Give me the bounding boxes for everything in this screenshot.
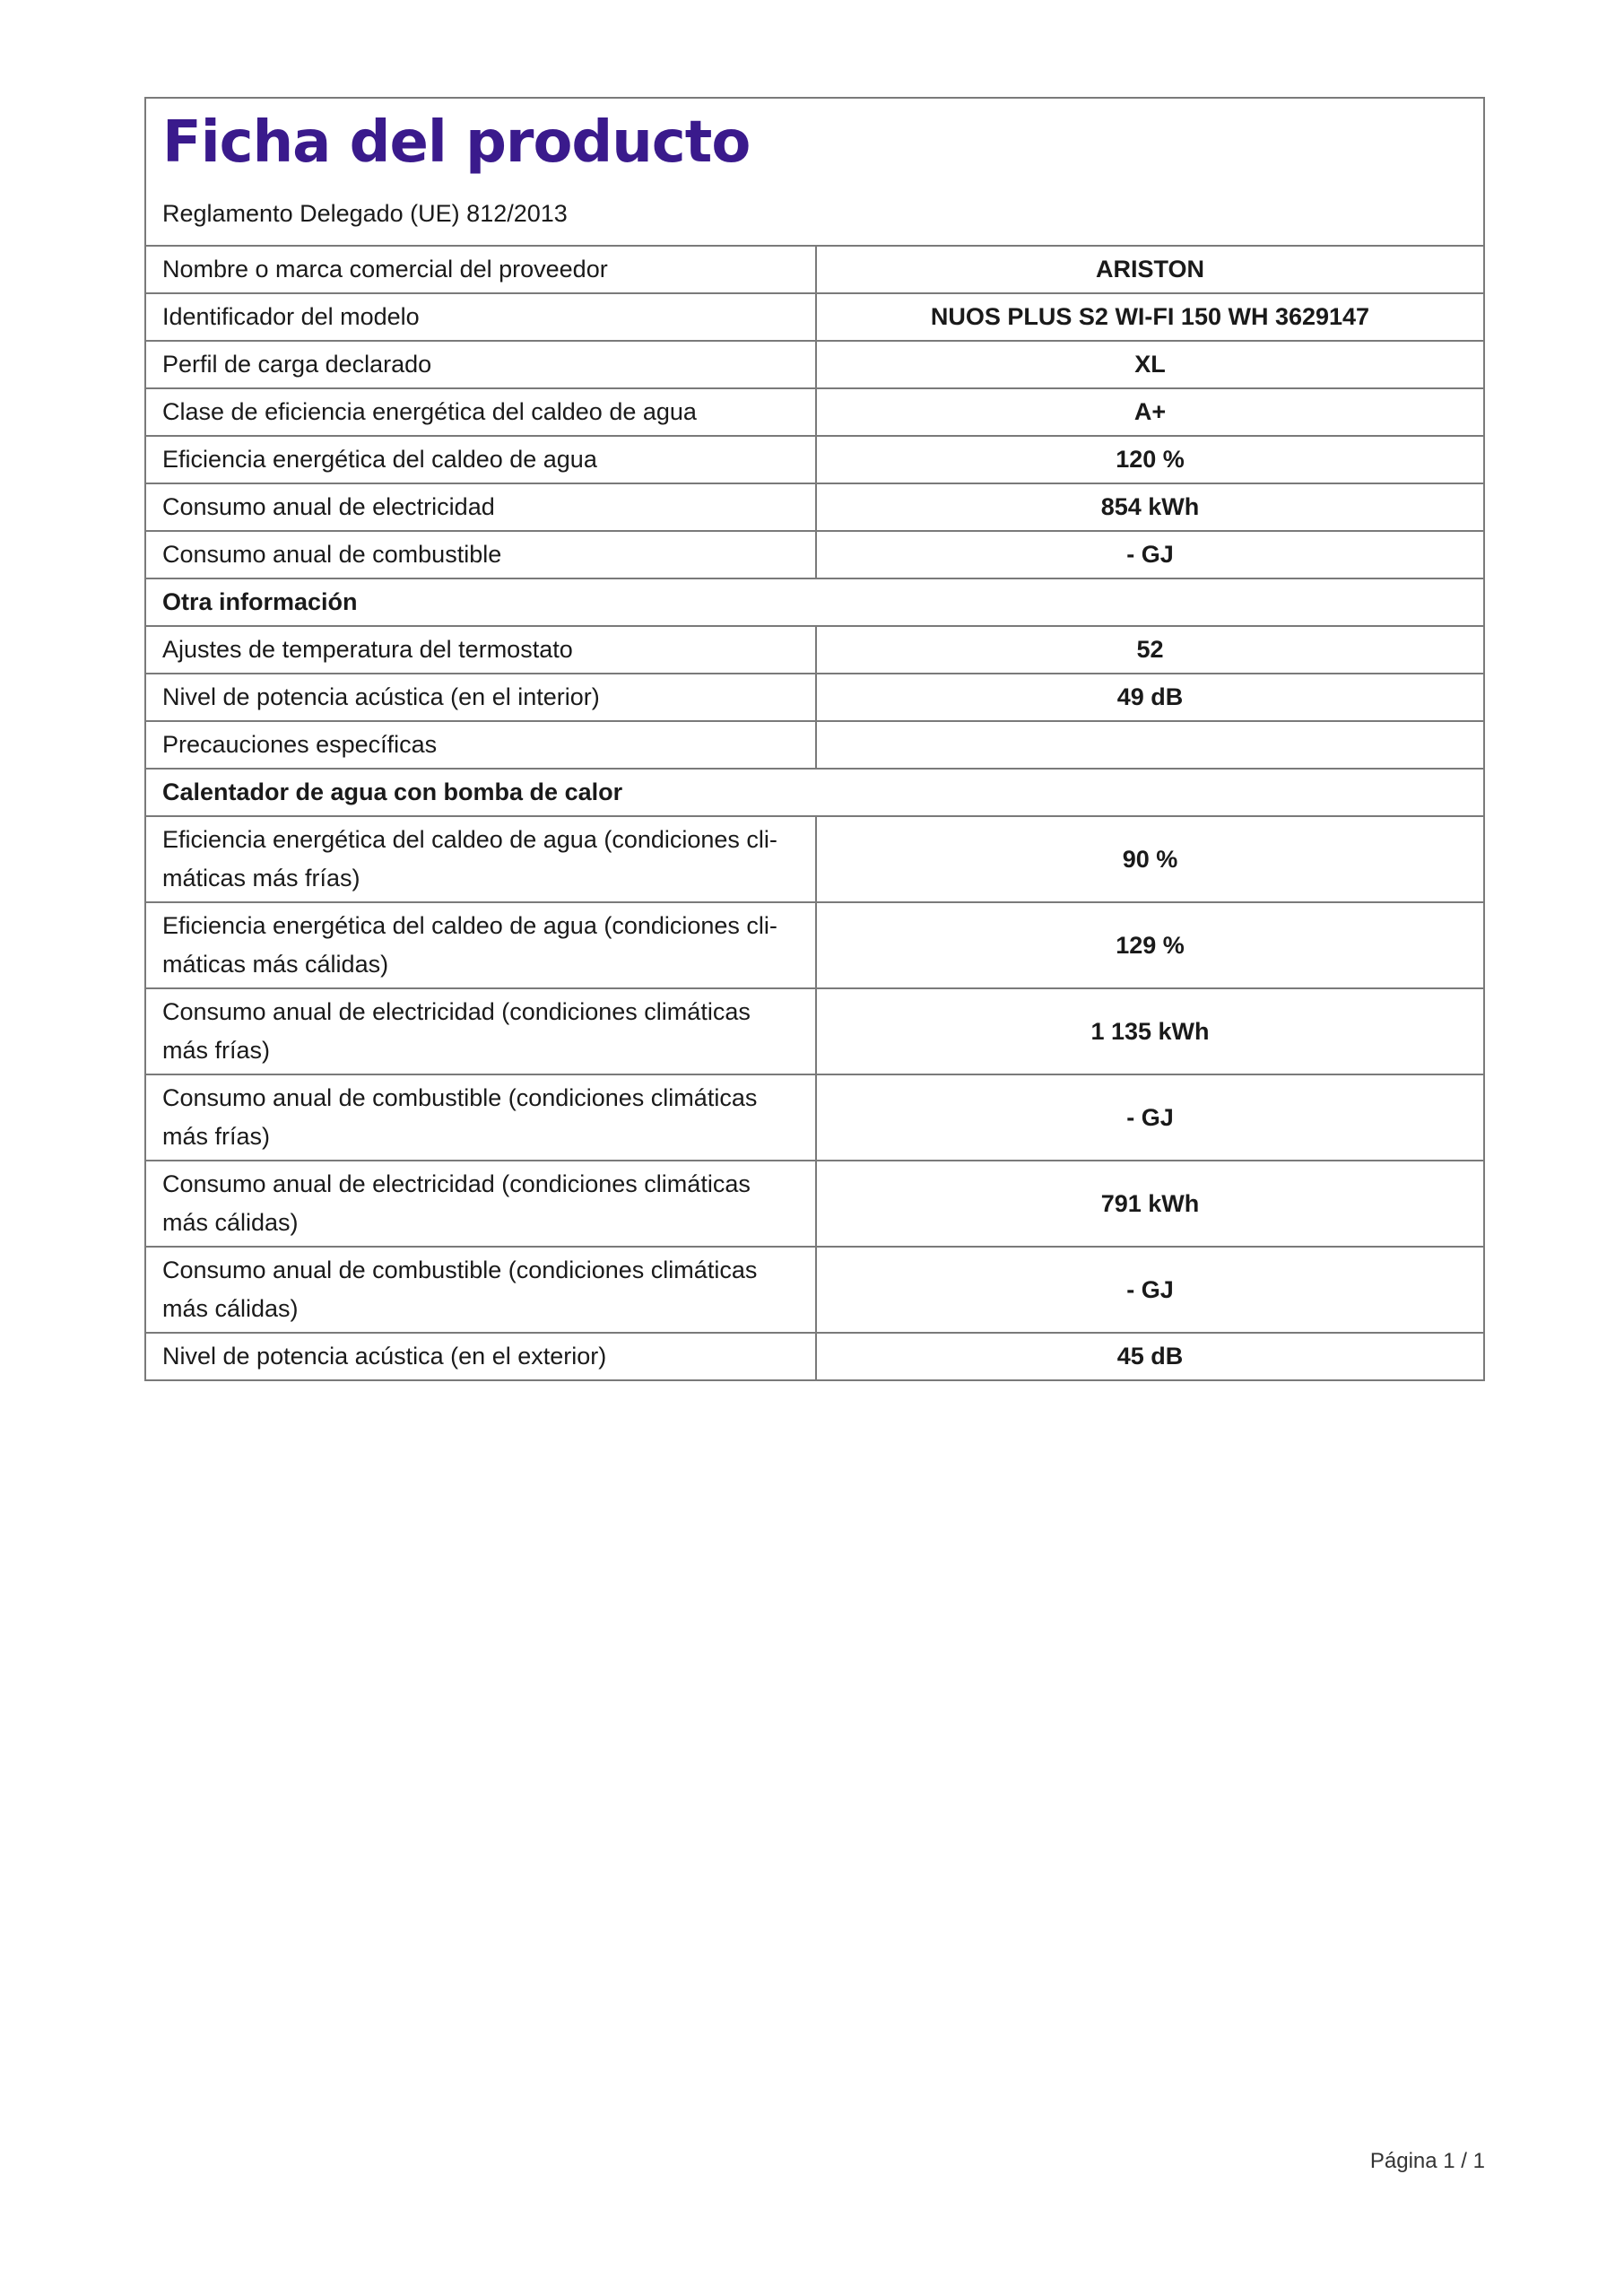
row-value: - GJ <box>816 1247 1483 1333</box>
table-row <box>146 626 1483 674</box>
row-value: 90 % <box>816 816 1483 902</box>
table-row <box>146 531 1483 578</box>
row-label <box>146 1074 816 1161</box>
row-value: ARISTON <box>1095 256 1204 283</box>
row-label-line1: Eficiencia energética del caldeo de agua (condiciones cli- <box>162 826 777 853</box>
row-label-line1: Consumo anual de electricidad (condiciones climáticas <box>162 1170 751 1197</box>
row-value: 1 135 kWh <box>816 988 1483 1074</box>
table-row <box>146 902 1483 988</box>
section-title: Otra información <box>146 578 1483 626</box>
row-label-line1: Consumo anual de combustible (condiciones climáticas <box>162 1084 758 1111</box>
table-row <box>146 293 1483 341</box>
page-title: Ficha del producto <box>162 109 751 176</box>
table-row <box>146 674 1483 721</box>
row-label-line1: Consumo anual de combustible (condiciones climáticas <box>162 1257 758 1283</box>
row-value: - GJ <box>816 531 1483 578</box>
row-value: 52 <box>816 626 1483 674</box>
row-value: NUOS PLUS S2 WI-FI 150 WH 3629147 <box>816 293 1483 341</box>
table-row <box>146 1247 1483 1333</box>
table-row <box>146 1074 1483 1161</box>
row-value <box>816 721 1483 769</box>
product-sheet <box>144 97 1485 1381</box>
row-value: 120 % <box>816 436 1483 483</box>
row-value: 129 % <box>816 902 1483 988</box>
row-value: 49 dB <box>816 674 1483 721</box>
row-value: 45 dB <box>816 1333 1483 1379</box>
section-title: Calentador de agua con bomba de calor <box>146 769 1483 816</box>
sheet-header <box>146 99 1483 247</box>
row-label: Precauciones específicas <box>146 721 816 769</box>
section-header-other-info <box>146 578 1483 626</box>
row-label-line2: más frías) <box>162 1037 271 1064</box>
row-value: A+ <box>816 388 1483 436</box>
row-label <box>146 1161 816 1247</box>
section-header-heat-pump <box>146 769 1483 816</box>
row-label: Ajustes de temperatura del termostato <box>146 626 816 674</box>
table-row <box>146 247 1483 293</box>
row-label <box>146 902 816 988</box>
row-label-line2: máticas más frías) <box>162 865 360 891</box>
row-label <box>146 1247 816 1333</box>
row-label: Clase de eficiencia energética del caldeo de agua <box>146 388 816 436</box>
row-label-line2: más cálidas) <box>162 1209 299 1236</box>
row-value: XL <box>816 341 1483 388</box>
page-number: Página 1 / 1 <box>1369 2149 1485 2173</box>
table-row <box>146 1161 1483 1247</box>
row-label: Nivel de potencia acústica (en el interior) <box>146 674 816 721</box>
row-label-line2: más frías) <box>162 1123 271 1150</box>
table-row <box>146 988 1483 1074</box>
row-label: Eficiencia energética del caldeo de agua <box>146 436 816 483</box>
row-label-line1: Consumo anual de electricidad (condiciones climáticas <box>162 998 751 1025</box>
table-row <box>146 816 1483 902</box>
table-row <box>146 721 1483 769</box>
row-label: Nombre o marca comercial del proveedor <box>146 247 816 293</box>
table-row <box>146 436 1483 483</box>
row-label: Perfil de carga declarado <box>146 341 816 388</box>
product-info-table <box>146 247 1483 1379</box>
row-label-line2: más cálidas) <box>162 1295 299 1322</box>
table-row <box>146 341 1483 388</box>
row-label-line1: Eficiencia energética del caldeo de agua (condiciones cli- <box>162 912 777 939</box>
row-label: Nivel de potencia acústica (en el exterior) <box>146 1333 816 1379</box>
row-label: Consumo anual de electricidad <box>146 483 816 531</box>
row-label: Consumo anual de combustible <box>146 531 816 578</box>
table-row <box>146 1333 1483 1379</box>
row-label <box>146 816 816 902</box>
table-row <box>146 483 1483 531</box>
row-value: - GJ <box>816 1074 1483 1161</box>
row-label <box>146 988 816 1074</box>
row-label: Identificador del modelo <box>146 293 816 341</box>
row-value: 854 kWh <box>816 483 1483 531</box>
table-row <box>146 388 1483 436</box>
row-value: 791 kWh <box>816 1161 1483 1247</box>
regulation-subtitle: Reglamento Delegado (UE) 812/2013 <box>162 200 568 227</box>
row-label-line2: máticas más cálidas) <box>162 951 389 978</box>
